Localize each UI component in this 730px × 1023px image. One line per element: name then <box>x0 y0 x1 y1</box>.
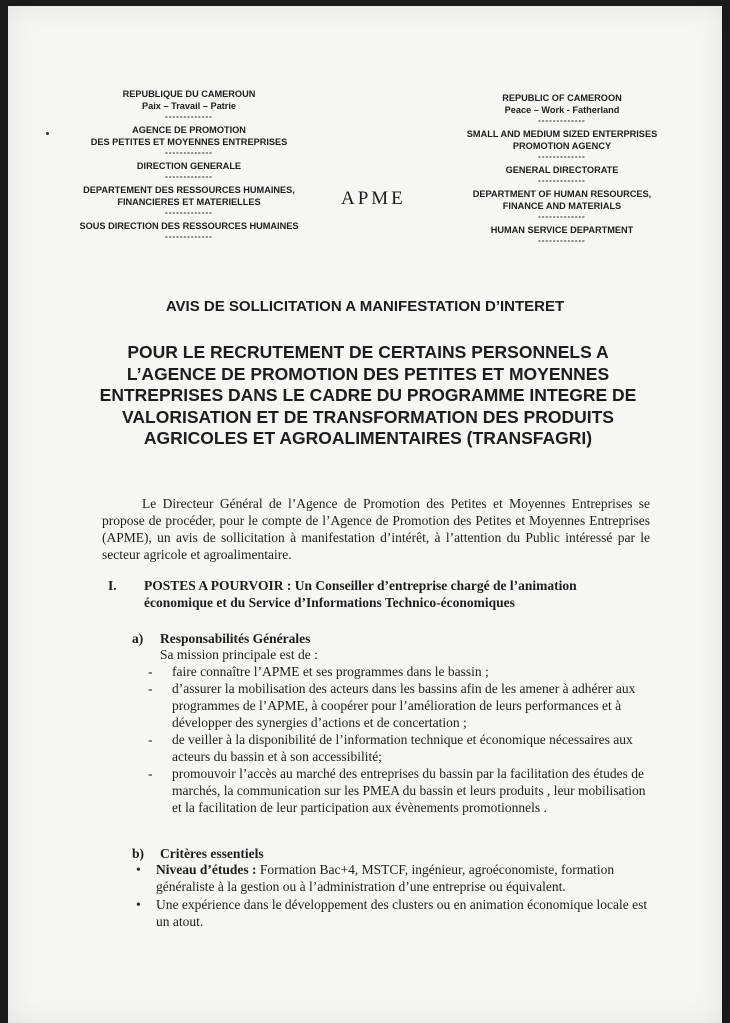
section-text: POSTES A POURVOIR : Un Conseiller d’entreprise chargé de l’animation économique et du Service d’Informations Technico-économiques <box>144 578 577 610</box>
letterhead-french <box>78 88 300 242</box>
list-item: - faire connaître l’APME et ses programmes dans le bassin ; <box>148 663 648 680</box>
header-line: DIRECTION GENERALE <box>136 161 242 171</box>
criteria-label: Niveau d’études : <box>156 862 257 877</box>
header-line: FINANCE AND MATERIALS <box>502 201 622 211</box>
header-divider: ------------- <box>165 172 213 181</box>
header-line: REPUBLIC OF CAMEROON <box>502 93 622 103</box>
list-item: - promouvoir l’accès au marché des entreprises du bassin par la facilitation des études de marchés, la communication sur les PMEA du bassin et leurs produits , leur mobilisation et la facilitation de leur participation aux évènements promotionnels . <box>148 765 648 816</box>
header-line: SOUS DIRECTION DES RESSOURCES HUMAINES <box>79 221 299 231</box>
letterhead <box>8 88 722 278</box>
header-line: Peace – Work - Fatherland <box>504 105 620 115</box>
header-line: FINANCIERES ET MATERIELLES <box>117 197 261 207</box>
notice-heading: AVIS DE SOLLICITATION A MANIFESTATION D’INTERET <box>165 298 565 315</box>
header-line: DEPARTEMENT DES RESSOURCES HUMAINES, <box>83 185 295 195</box>
header-line: PROMOTION AGENCY <box>512 141 612 151</box>
list-item: - de veiller à la disponibilité de l’information technique et économique nécessaires aux acteurs du bassin et à son accessibilité; <box>148 731 648 765</box>
list-item: - d’assurer la mobilisation des acteurs dans les bassins afin de les amener à adhérer aux programmes de l’APME, à coopérer pour l’amélioration de leurs performances et à développer des synergies d’actions et de concertation ; <box>148 680 648 731</box>
header-line: SMALL AND MEDIUM SIZED ENTERPRISES <box>466 129 658 139</box>
subsection-title: Critères essentiels <box>160 846 264 861</box>
section-number: I. <box>108 578 117 593</box>
header-line: Paix – Travail – Patrie <box>142 101 236 111</box>
header-line: REPUBLIQUE DU CAMEROUN <box>122 89 256 99</box>
header-divider: ------------- <box>538 212 586 221</box>
list-item <box>132 861 652 895</box>
subsection-letter: b) <box>132 846 145 861</box>
criteria-text: Une expérience dans le développement des clusters ou en animation économique locale est un atout. <box>156 897 648 929</box>
intro-paragraph: Le Directeur Général de l’Agence de Promotion des Petites et Moyennes Entreprises se propose de procéder, pour le compte de l’Agence de Promotion des Petites et Moyennes Entreprises (APME), un avis de sollicitation à manifestation d’intérêt, à l’attention du Public intéressé par le secteur agricole et agroalimentaire. <box>102 496 650 562</box>
list-item <box>132 896 652 930</box>
header-divider: ------------- <box>165 208 213 217</box>
subsection-b-heading <box>132 846 264 862</box>
criteria-list <box>132 861 652 931</box>
header-line: GENERAL DIRECTORATE <box>505 165 619 175</box>
section-heading <box>108 577 628 611</box>
header-line: DEPARTMENT OF HUMAN RESOURCES, <box>472 189 652 199</box>
document-title: POUR LE RECRUTEMENT DE CERTAINS PERSONNELS A L’AGENCE DE PROMOTION DES PETITES ET MOYENNES ENTREPRISES DANS LE CADRE DU PROGRAMME INTEGRE DE VALORISATION ET DE TRANSFORMATION DES PRODUITS AGRICOLES ET AGROALIMENTAIRES (TRANSFAGRI) <box>99 342 637 448</box>
header-divider: ------------- <box>538 176 586 185</box>
document-page <box>8 6 722 1023</box>
criteria-text: Formation Bac+4, MSTCF, ingénieur, agroéconomiste, formation généraliste à la gestion ou à l’administration d’une entreprise ou équivalent. <box>156 862 615 894</box>
header-divider: ------------- <box>538 236 586 245</box>
apme-logo: APME <box>341 188 406 209</box>
header-line: HUMAN SERVICE DEPARTMENT <box>490 225 634 235</box>
responsibilities-list <box>148 663 648 816</box>
letterhead-english <box>448 92 676 246</box>
header-divider: ------------- <box>538 152 586 161</box>
header-divider: ------------- <box>165 148 213 157</box>
subsection-title: Responsabilités Générales <box>160 631 311 646</box>
subsection-a-heading <box>132 631 310 647</box>
header-line: DES PETITES ET MOYENNES ENTREPRISES <box>90 137 288 147</box>
mission-intro: Sa mission principale est de : <box>160 647 318 662</box>
header-divider: ------------- <box>165 232 213 241</box>
header-line: AGENCE DE PROMOTION <box>132 125 246 135</box>
subsection-letter: a) <box>132 631 144 646</box>
header-divider: ------------- <box>165 112 213 121</box>
header-divider: ------------- <box>538 116 586 125</box>
